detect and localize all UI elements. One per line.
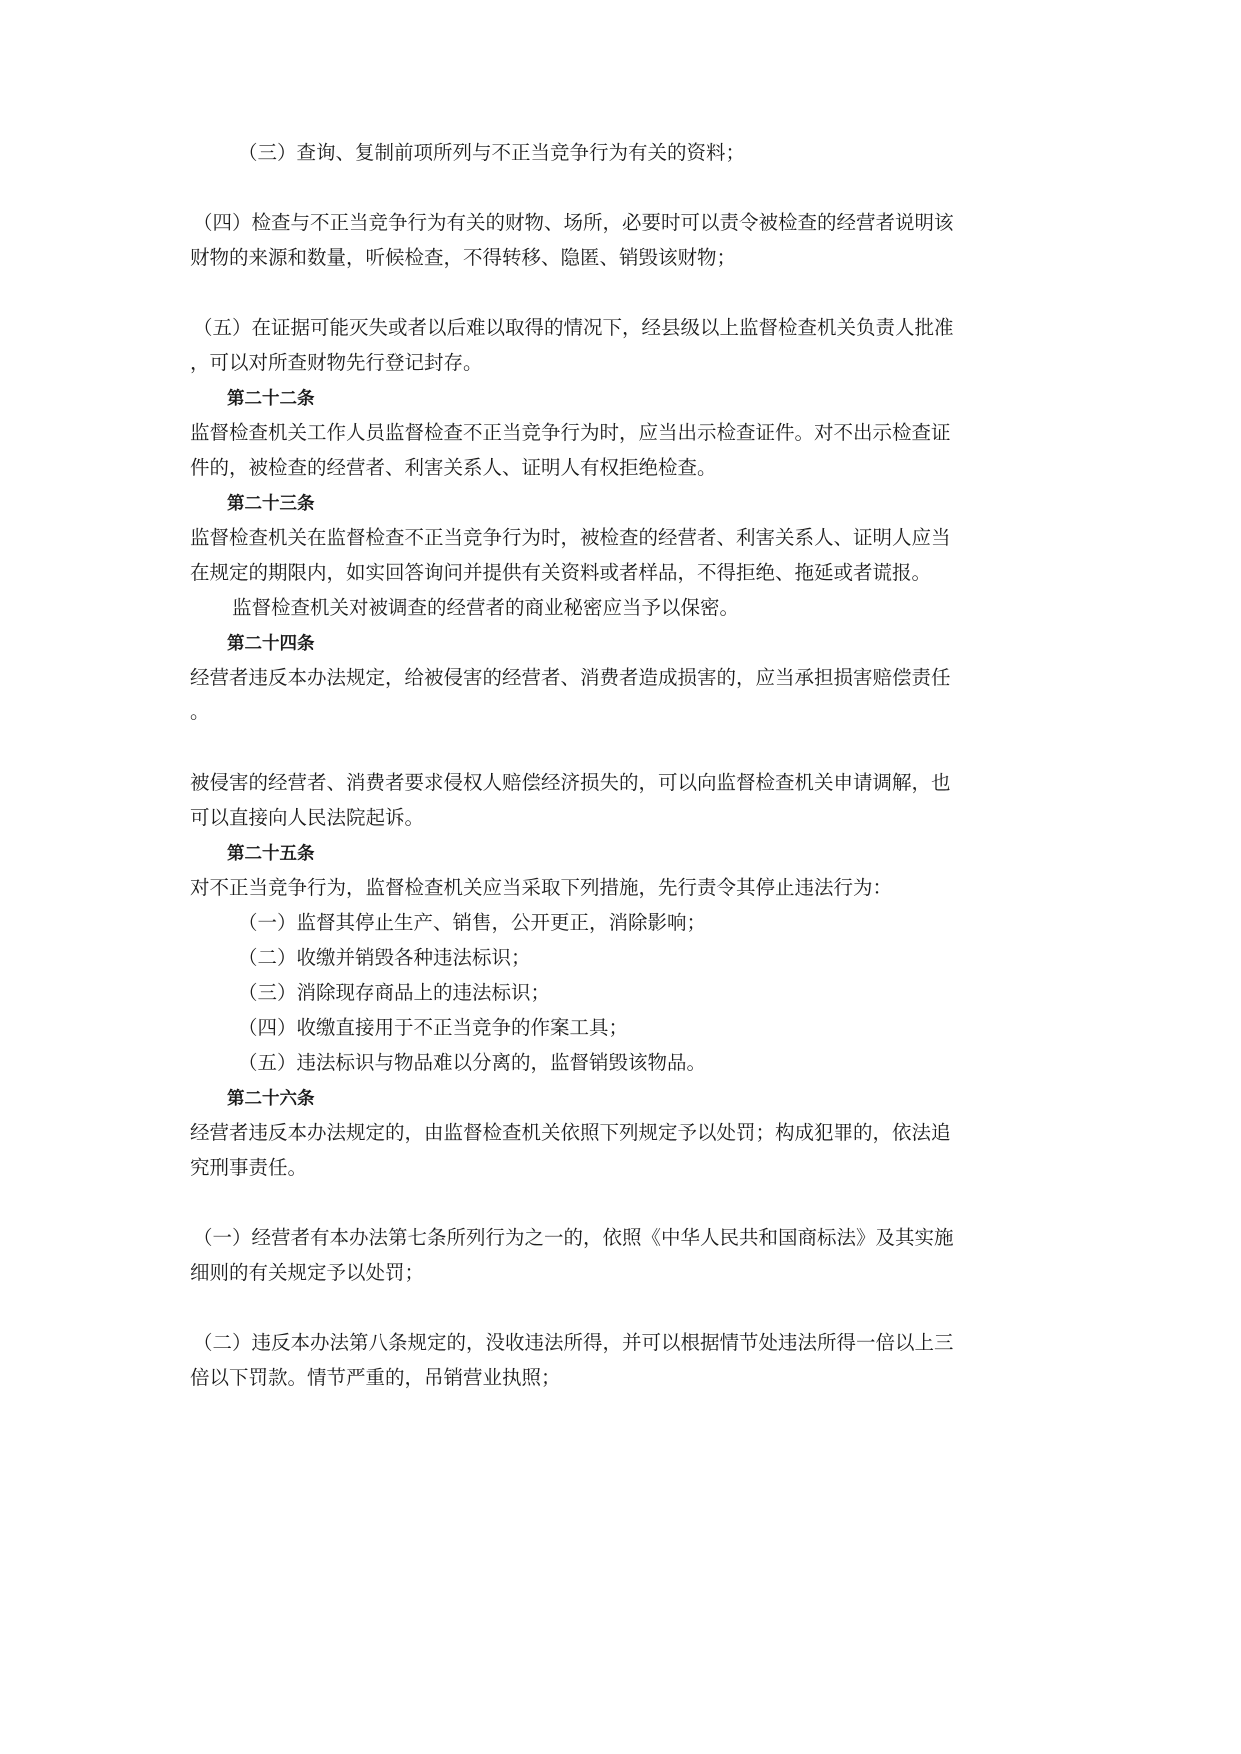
article-26-item-2-line-2: 倍以下罚款。情节严重的，吊销营业执照； (190, 1366, 561, 1389)
article-23-heading: 第二十三条 (227, 494, 315, 514)
article-26-item-1-line-2: 细则的有关规定予以处罚； (190, 1261, 425, 1284)
article-25-item-3: （三）消除现存商品上的违法标识； (238, 981, 551, 1004)
article-24-line-4: 可以直接向人民法院起诉。 (190, 806, 425, 829)
article-26-item-1-line-1: （一）经营者有本办法第七条所列行为之一的，依照《中华人民共和国商标法》及其实施 (193, 1226, 954, 1249)
article-25-line-1: 对不正当竞争行为，监督检查机关应当采取下列措施，先行责令其停止违法行为： (190, 876, 893, 899)
article-25-item-2: （二）收缴并销毁各种违法标识； (238, 946, 531, 969)
article-22-line-2: 件的，被检查的经营者、利害关系人、证明人有权拒绝检查。 (190, 456, 717, 479)
article-26-heading: 第二十六条 (227, 1089, 315, 1109)
article-23-line-2: 在规定的期限内，如实回答询问并提供有关资料或者样品，不得拒绝、拖延或者谎报。 (190, 561, 932, 584)
article-24-line-3: 被侵害的经营者、消费者要求侵权人赔偿经济损失的，可以向监督检查机关申请调解，也 (190, 771, 951, 794)
article-25-item-5: （五）违法标识与物品难以分离的，监督销毁该物品。 (238, 1051, 707, 1074)
article-25-item-4: （四）收缴直接用于不正当竞争的作案工具； (238, 1016, 629, 1039)
article-25-item-1: （一）监督其停止生产、销售，公开更正，消除影响； (238, 911, 707, 934)
intro-item-5-line-2: ，可以对所查财物先行登记封存。 (190, 351, 483, 374)
intro-item-3: （三）查询、复制前项所列与不正当竞争行为有关的资料； (238, 141, 746, 164)
article-26-item-2-line-1: （二）违反本办法第八条规定的，没收违法所得，并可以根据情节处违法所得一倍以上三 (193, 1331, 954, 1354)
article-24-line-2: 。 (190, 700, 210, 723)
article-22-line-1: 监督检查机关工作人员监督检查不正当竞争行为时，应当出示检查证件。对不出示检查证 (190, 421, 951, 444)
intro-item-4-line-2: 财物的来源和数量，听候检查，不得转移、隐匿、销毁该财物； (190, 246, 737, 269)
article-24-line-1: 经营者违反本办法规定，给被侵害的经营者、消费者造成损害的，应当承担损害赔偿责任 (190, 666, 951, 689)
article-25-heading: 第二十五条 (227, 844, 315, 864)
intro-item-5-line-1: （五）在证据可能灭失或者以后难以取得的情况下，经县级以上监督检查机关负责人批准 (193, 316, 954, 339)
article-26-line-1: 经营者违反本办法规定的，由监督检查机关依照下列规定予以处罚；构成犯罪的，依法追 (190, 1121, 951, 1144)
intro-item-4-line-1: （四）检查与不正当竞争行为有关的财物、场所，必要时可以责令被检查的经营者说明该 (193, 211, 954, 234)
article-22-heading: 第二十二条 (227, 389, 315, 409)
article-23-line-3: 监督检查机关对被调查的经营者的商业秘密应当予以保密。 (232, 596, 740, 619)
article-24-heading: 第二十四条 (227, 634, 315, 654)
article-23-line-1: 监督检查机关在监督检查不正当竞争行为时，被检查的经营者、利害关系人、证明人应当 (190, 526, 951, 549)
article-26-line-2: 究刑事责任。 (190, 1156, 308, 1179)
